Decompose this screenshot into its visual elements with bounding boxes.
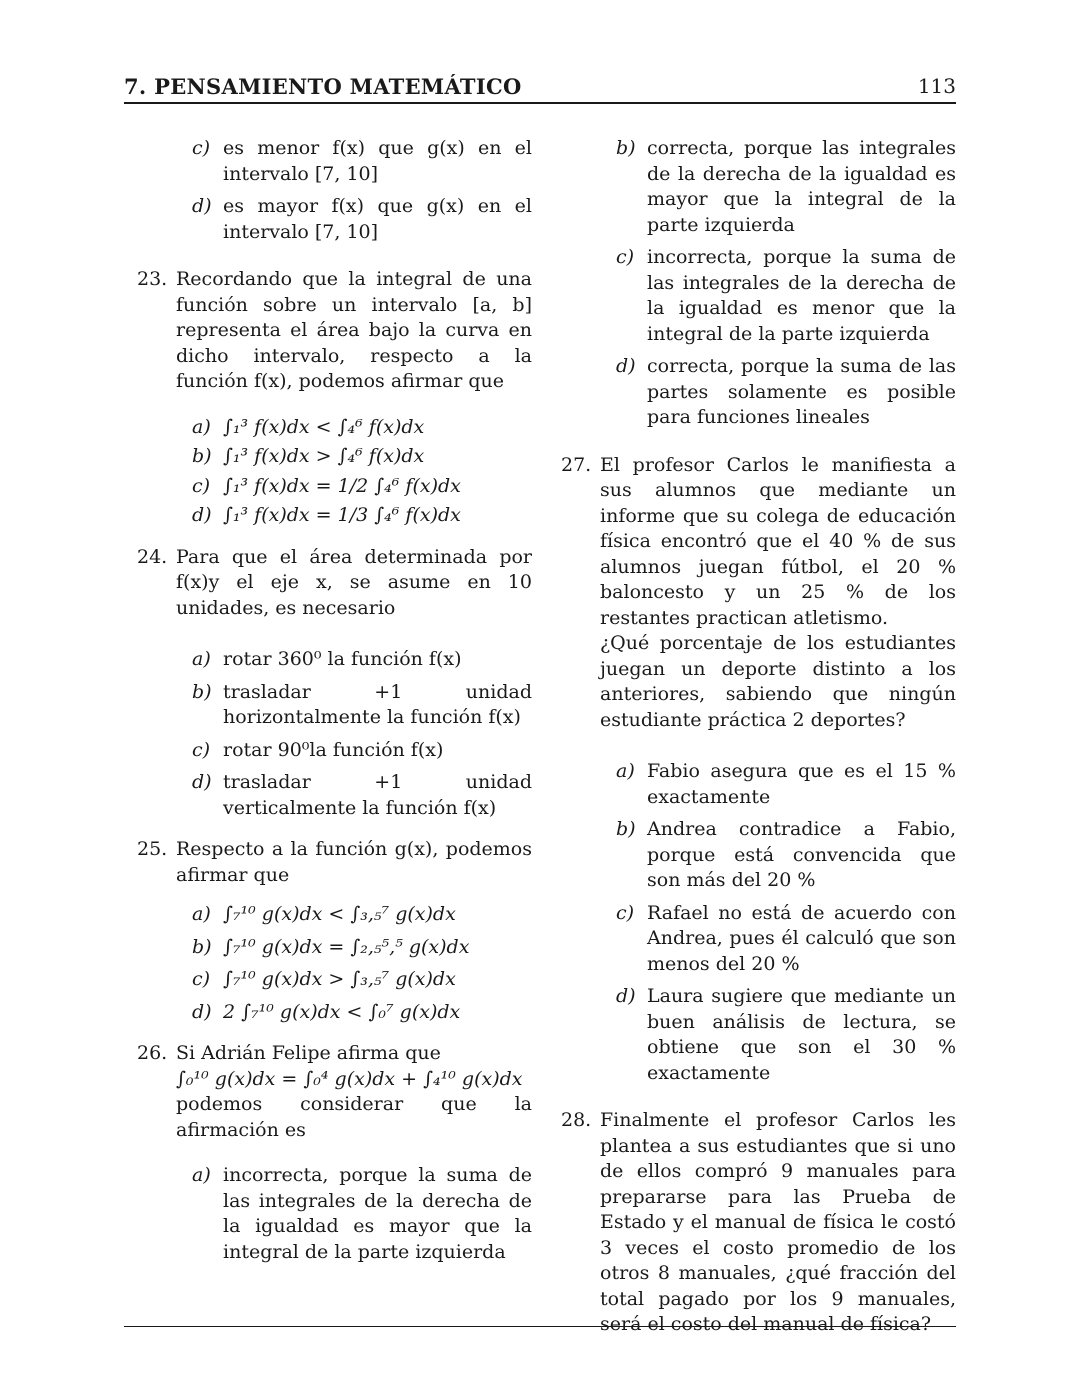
option-b xyxy=(137,680,532,731)
question-text: El profesor Carlos le manifiesta a sus alumnos que mediante un informe que su colega de educación física encontró que el 40 % de sus alumnos juegan fútbol, el 20 % baloncesto y un 25 % de los restantes practican atletismo. xyxy=(600,453,956,629)
question-number: 27. xyxy=(561,453,592,476)
question-text: Para que el área determinada por f(x)y el eje x, se asume en 10 unidades, es necesario xyxy=(176,545,532,619)
option-text: correcta, porque las integrales de la derecha de la igualdad es mayor que la integral de la parte izquierda xyxy=(647,137,956,236)
option-label: b) xyxy=(616,137,636,159)
option-b xyxy=(561,817,956,894)
option-text: Rafael no está de acuerdo con Andrea, pues él calculó que son menos del 20 % xyxy=(647,901,956,975)
option-label: c) xyxy=(192,137,211,159)
question-number: 23. xyxy=(137,268,168,290)
option-label: c) xyxy=(192,474,211,497)
option-label: c) xyxy=(616,901,635,924)
option-label: d) xyxy=(192,1000,212,1023)
footer-rule xyxy=(124,1326,956,1327)
option-a xyxy=(137,902,532,928)
option-text: Laura sugiere que mediante un buen análisis de lectura, se obtiene que son el 30 % exactamente xyxy=(647,985,956,1084)
option-d xyxy=(137,770,532,821)
option-label: d) xyxy=(616,985,636,1007)
option-c xyxy=(137,136,532,187)
option-formula: ∫₁³ f(x)dx = 1/2 ∫₄⁶ f(x)dx xyxy=(223,474,461,497)
option-text: rotar 90⁰la función f(x) xyxy=(223,738,444,761)
chapter-title: 7. PENSAMIENTO MATEMÁTICO xyxy=(124,74,522,99)
option-text: rotar 360⁰ la función f(x) xyxy=(223,648,462,670)
option-text: Andrea contradice a Fabio, porque está convencida que son más del 20 % xyxy=(647,818,956,891)
option-label: c) xyxy=(616,246,635,268)
page-number: 113 xyxy=(917,74,956,98)
option-label: a) xyxy=(616,760,635,782)
option-label: d) xyxy=(616,355,636,377)
option-d xyxy=(561,984,956,1086)
option-a xyxy=(561,759,956,810)
question-26 xyxy=(137,1041,532,1143)
question-28 xyxy=(561,1108,956,1338)
option-text: correcta, porque la suma de las partes solamente es posible para funciones lineales xyxy=(647,355,956,428)
option-text: es menor f(x) que g(x) en el intervalo [7, 10] xyxy=(223,137,532,185)
option-text: trasladar +1 unidad horizontalmente la función f(x) xyxy=(223,680,532,728)
option-c xyxy=(561,901,956,978)
option-d xyxy=(137,1000,532,1026)
question-26-options xyxy=(137,1163,532,1265)
option-b xyxy=(137,935,532,961)
option-label: a) xyxy=(192,903,211,925)
question-24-options xyxy=(137,647,532,821)
option-label: b) xyxy=(616,818,636,840)
option-label: c) xyxy=(192,738,211,761)
option-text: incorrecta, porque la suma de las integrales de la derecha de la igualdad es menor que la integral de la parte izquierda xyxy=(647,246,956,345)
option-formula: ∫₇¹⁰ g(x)dx < ∫₃,₅⁷ g(x)dx xyxy=(223,903,456,925)
question-25-options xyxy=(137,902,532,1025)
question-text: Finalmente el profesor Carlos les plantea a sus estudiantes que si uno de ellos compró 9 manuales para prepararse para las Prueba de Estado y el manual de física le costó 3 veces el costo promedio de los otros 8 manuales, ¿qué fracción del total pagado por los 9 manuales, será el costo del manual de física? xyxy=(600,1109,956,1335)
question-23 xyxy=(137,267,532,395)
option-label: d) xyxy=(192,195,212,217)
question-text: Recordando que la integral de una función sobre un intervalo [a, b] representa el área bajo la curva en dicho intervalo, respecto a la función f(x), podemos afirmar que xyxy=(176,268,532,392)
question-25 xyxy=(137,837,532,888)
option-a xyxy=(137,415,532,441)
left-column xyxy=(137,136,532,1281)
option-label: d) xyxy=(192,771,212,793)
option-b xyxy=(561,136,956,238)
option-d xyxy=(137,194,532,245)
option-text: incorrecta, porque la suma de las integrales de la derecha de la igualdad es mayor que la integral de la parte izquierda xyxy=(223,1164,532,1263)
option-formula: ∫₁³ f(x)dx = 1/3 ∫₄⁶ f(x)dx xyxy=(223,504,461,526)
option-label: a) xyxy=(192,1164,211,1186)
option-c xyxy=(137,967,532,993)
question-number: 26. xyxy=(137,1042,168,1064)
prev-question-options xyxy=(137,136,532,245)
option-label: b) xyxy=(192,680,212,703)
option-c xyxy=(137,474,532,500)
question-number: 24. xyxy=(137,545,168,568)
question-text: Si Adrián Felipe afirma que xyxy=(176,1042,441,1064)
right-column xyxy=(561,136,956,1352)
option-label: a) xyxy=(192,648,211,670)
question-26-options-continued xyxy=(561,136,956,431)
question-number: 28. xyxy=(561,1109,592,1131)
option-a xyxy=(137,647,532,673)
option-label: b) xyxy=(192,445,212,467)
question-text-continued: podemos considerar que la afirmación es xyxy=(176,1093,532,1141)
option-b xyxy=(137,444,532,470)
question-formula: ∫₀¹⁰ g(x)dx = ∫₀⁴ g(x)dx + ∫₄¹⁰ g(x)dx xyxy=(176,1067,523,1090)
question-23-options xyxy=(137,415,532,529)
option-text: es mayor f(x) que g(x) en el intervalo [7, 10] xyxy=(223,195,532,243)
option-label: a) xyxy=(192,415,211,438)
option-formula: 2 ∫₇¹⁰ g(x)dx < ∫₀⁷ g(x)dx xyxy=(223,1000,461,1023)
question-number: 25. xyxy=(137,838,168,860)
option-formula: ∫₁³ f(x)dx < ∫₄⁶ f(x)dx xyxy=(223,415,425,438)
option-formula: ∫₁³ f(x)dx > ∫₄⁶ f(x)dx xyxy=(223,445,425,467)
option-a xyxy=(137,1163,532,1265)
question-27 xyxy=(561,453,956,734)
option-d xyxy=(137,503,532,529)
option-label: b) xyxy=(192,935,212,958)
option-label: d) xyxy=(192,504,212,526)
option-text: Fabio asegura que es el 15 % exactamente xyxy=(647,760,956,808)
question-text-continued: ¿Qué porcentaje de los estudiantes juegan un deporte distinto a los anteriores, sabiendo que ningún estudiante práctica 2 deportes? xyxy=(600,632,956,731)
option-label: c) xyxy=(192,968,211,990)
option-c xyxy=(561,245,956,347)
option-formula: ∫₇¹⁰ g(x)dx = ∫₂,₅⁵,⁵ g(x)dx xyxy=(223,935,470,958)
option-text: trasladar +1 unidad verticalmente la función f(x) xyxy=(223,771,532,819)
question-text: Respecto a la función g(x), podemos afirmar que xyxy=(176,838,532,886)
option-c xyxy=(137,738,532,764)
question-27-options xyxy=(561,759,956,1086)
option-formula: ∫₇¹⁰ g(x)dx > ∫₃,₅⁷ g(x)dx xyxy=(223,968,456,990)
page-header xyxy=(124,72,956,104)
question-24 xyxy=(137,545,532,622)
option-d xyxy=(561,354,956,431)
